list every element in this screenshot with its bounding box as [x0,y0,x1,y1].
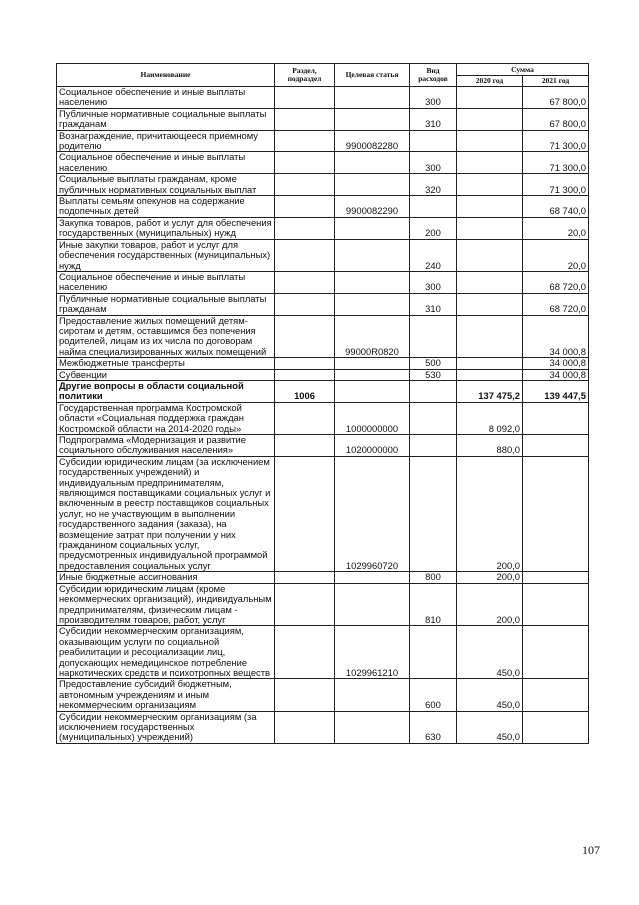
row-sum-2021 [523,583,589,626]
table-row [57,402,589,434]
row-expense-type: 310 [410,108,457,130]
table-row [57,711,589,743]
row-expense-type: 600 [410,679,457,711]
row-sum-2020: 450,0 [457,711,523,743]
row-sum-2020 [457,87,523,109]
row-sum-2021: 71 300,0 [523,130,589,152]
row-sum-2020: 200,0 [457,583,523,626]
header-name: Наименование [57,64,275,87]
table-row [57,456,589,571]
row-sum-2020: 200,0 [457,456,523,571]
row-sum-2020: 8 092,0 [457,402,523,434]
row-section [275,711,335,743]
row-name: Закупка товаров, работ и услуг для обеспечения государственных (муниципальных) нужд [57,217,275,239]
row-target [335,572,410,583]
row-sum-2020 [457,271,523,293]
row-name: Субвенции [57,369,275,380]
row-target: 9900082290 [335,196,410,218]
row-target [335,108,410,130]
header-expense-type: Вид расходов [410,64,457,87]
row-section [275,152,335,174]
row-name: Подпрограмма «Модернизация и развитие социального обслуживания населения» [57,435,275,457]
row-expense-type [410,435,457,457]
header-sum: Сумма [457,64,589,76]
row-sum-2020 [457,239,523,271]
row-expense-type: 800 [410,572,457,583]
row-expense-type: 810 [410,583,457,626]
row-section [275,239,335,271]
page-number: 107 [582,843,600,857]
row-name: Межбюджетные трансферты [57,358,275,369]
table-row [57,174,589,196]
row-section [275,626,335,679]
table-row [57,315,589,358]
row-sum-2020 [457,293,523,315]
row-sum-2020: 137 475,2 [457,380,523,402]
row-sum-2021 [523,711,589,743]
row-name: Другие вопросы в области социальной политики [57,380,275,402]
row-expense-type: 320 [410,174,457,196]
row-target: 1000000000 [335,402,410,434]
row-sum-2020 [457,174,523,196]
row-section [275,583,335,626]
header-year-2020: 2020 год [457,76,523,87]
row-section [275,435,335,457]
row-name: Предоставление жилых помещений детям-сиротам и детям, оставшимся без попечения родителей, лицам из их числа по договорам найма специализированных жилых помещений [57,315,275,358]
row-sum-2020: 200,0 [457,572,523,583]
row-sum-2020 [457,217,523,239]
row-name: Государственная программа Костромской области «Социальная поддержка граждан Костромской области на 2014-2020 годы» [57,402,275,434]
row-section [275,174,335,196]
row-sum-2021 [523,626,589,679]
row-target [335,583,410,626]
row-sum-2021: 139 447,5 [523,380,589,402]
row-section [275,456,335,571]
row-section [275,217,335,239]
header-year-2021: 2021 год [523,76,589,87]
row-sum-2020 [457,369,523,380]
row-target [335,369,410,380]
row-section [275,315,335,358]
row-target [335,152,410,174]
row-expense-type [410,196,457,218]
table-body [57,87,589,744]
table-row [57,87,589,109]
row-name: Социальные выплаты гражданам, кроме публичных нормативных социальных выплат [57,174,275,196]
table-row [57,435,589,457]
row-sum-2020 [457,196,523,218]
row-expense-type: 300 [410,271,457,293]
row-name: Социальное обеспечение и иные выплаты населению [57,87,275,109]
row-sum-2021: 34 000,8 [523,358,589,369]
table-row [57,108,589,130]
table-row [57,358,589,369]
table-row [57,217,589,239]
budget-table [56,63,589,744]
table-row [57,130,589,152]
row-target [335,271,410,293]
row-sum-2020 [457,152,523,174]
row-name: Социальное обеспечение и иные выплаты населению [57,152,275,174]
row-name: Выплаты семьям опекунов на содержание подопечных детей [57,196,275,218]
row-expense-type: 500 [410,358,457,369]
row-target [335,380,410,402]
row-expense-type [410,626,457,679]
row-section [275,293,335,315]
row-name: Субсидии юридическим лицам (кроме некоммерческих организаций), индивидуальным предпринимателям, физическим лицам - производителям товаров, работ, услуг [57,583,275,626]
row-target [335,217,410,239]
row-sum-2021: 67 800,0 [523,87,589,109]
row-section [275,358,335,369]
row-name: Вознаграждение, причитающееся приемному родителю [57,130,275,152]
row-expense-type [410,456,457,571]
row-section [275,130,335,152]
row-sum-2020 [457,315,523,358]
row-sum-2020: 880,0 [457,435,523,457]
table-row [57,152,589,174]
row-target [335,87,410,109]
row-target [335,239,410,271]
row-name: Публичные нормативные социальные выплаты гражданам [57,293,275,315]
table-row [57,293,589,315]
row-name: Субсидии юридическим лицам (за исключением государственных учреждений) и индивидуальным предпринимателям, являющимся поставщиками социальных услуг и включенным в реестр поставщиков социальных услуг, но не участвующим в выполнении государственного задания (заказа), на возмещение затрат при получении у них гражданином социальных услуг, предусмотренных индивидуальной программой предоставления социальных услуг [57,456,275,571]
row-target: 9900082280 [335,130,410,152]
row-target [335,679,410,711]
row-expense-type [410,315,457,358]
row-section [275,196,335,218]
row-sum-2020: 450,0 [457,626,523,679]
table-row [57,572,589,583]
row-sum-2020 [457,108,523,130]
row-sum-2021: 71 300,0 [523,152,589,174]
row-section [275,402,335,434]
row-sum-2021: 34 000,8 [523,315,589,358]
row-section: 1006 [275,380,335,402]
row-sum-2021: 71 300,0 [523,174,589,196]
row-sum-2021: 68 720,0 [523,293,589,315]
row-name: Социальное обеспечение и иные выплаты населению [57,271,275,293]
row-expense-type: 300 [410,152,457,174]
table-row [57,626,589,679]
row-target: 1020000000 [335,435,410,457]
row-sum-2021 [523,572,589,583]
row-sum-2021: 34 000,8 [523,369,589,380]
row-target: 1029960720 [335,456,410,571]
row-name: Публичные нормативные социальные выплаты гражданам [57,108,275,130]
row-sum-2021: 20,0 [523,239,589,271]
row-expense-type: 310 [410,293,457,315]
table-row [57,196,589,218]
row-name: Субсидии некоммерческим организациям (за исключением государственных (муниципальных) учреждений) [57,711,275,743]
row-sum-2020: 450,0 [457,679,523,711]
row-sum-2021 [523,402,589,434]
header-target: Целевая статья [335,64,410,87]
row-sum-2020 [457,130,523,152]
row-sum-2021: 20,0 [523,217,589,239]
row-expense-type [410,380,457,402]
table-row [57,239,589,271]
header-section: Раздел, подраздел [275,64,335,87]
row-sum-2021: 67 800,0 [523,108,589,130]
row-section [275,369,335,380]
row-name: Иные бюджетные ассигнования [57,572,275,583]
row-name: Субсидии некоммерческим организациям, оказывающим услуги по социальной реабилитации и ресоциализации лиц, допускающих немедицинское потребление наркотических средств и психотропных веществ [57,626,275,679]
row-expense-type: 240 [410,239,457,271]
row-name: Предоставление субсидий бюджетным, автономным учреждениям и иным некоммерческим организациям [57,679,275,711]
row-sum-2021 [523,456,589,571]
row-section [275,87,335,109]
table-row [57,369,589,380]
row-expense-type: 530 [410,369,457,380]
row-expense-type [410,130,457,152]
row-sum-2021: 68 720,0 [523,271,589,293]
row-target [335,358,410,369]
row-expense-type: 630 [410,711,457,743]
row-target: 1029961210 [335,626,410,679]
row-target [335,293,410,315]
row-name: Иные закупки товаров, работ и услуг для обеспечения государственных (муниципальных) нужд [57,239,275,271]
row-section [275,108,335,130]
row-target: 99000R0820 [335,315,410,358]
row-target [335,174,410,196]
table-row [57,583,589,626]
row-section [275,271,335,293]
row-sum-2021 [523,679,589,711]
row-expense-type [410,402,457,434]
table-row [57,271,589,293]
row-sum-2021 [523,435,589,457]
row-section [275,572,335,583]
row-target [335,711,410,743]
row-section [275,679,335,711]
table-row [57,679,589,711]
table-row [57,380,589,402]
row-sum-2020 [457,358,523,369]
row-expense-type: 200 [410,217,457,239]
row-sum-2021: 68 740,0 [523,196,589,218]
row-expense-type: 300 [410,87,457,109]
